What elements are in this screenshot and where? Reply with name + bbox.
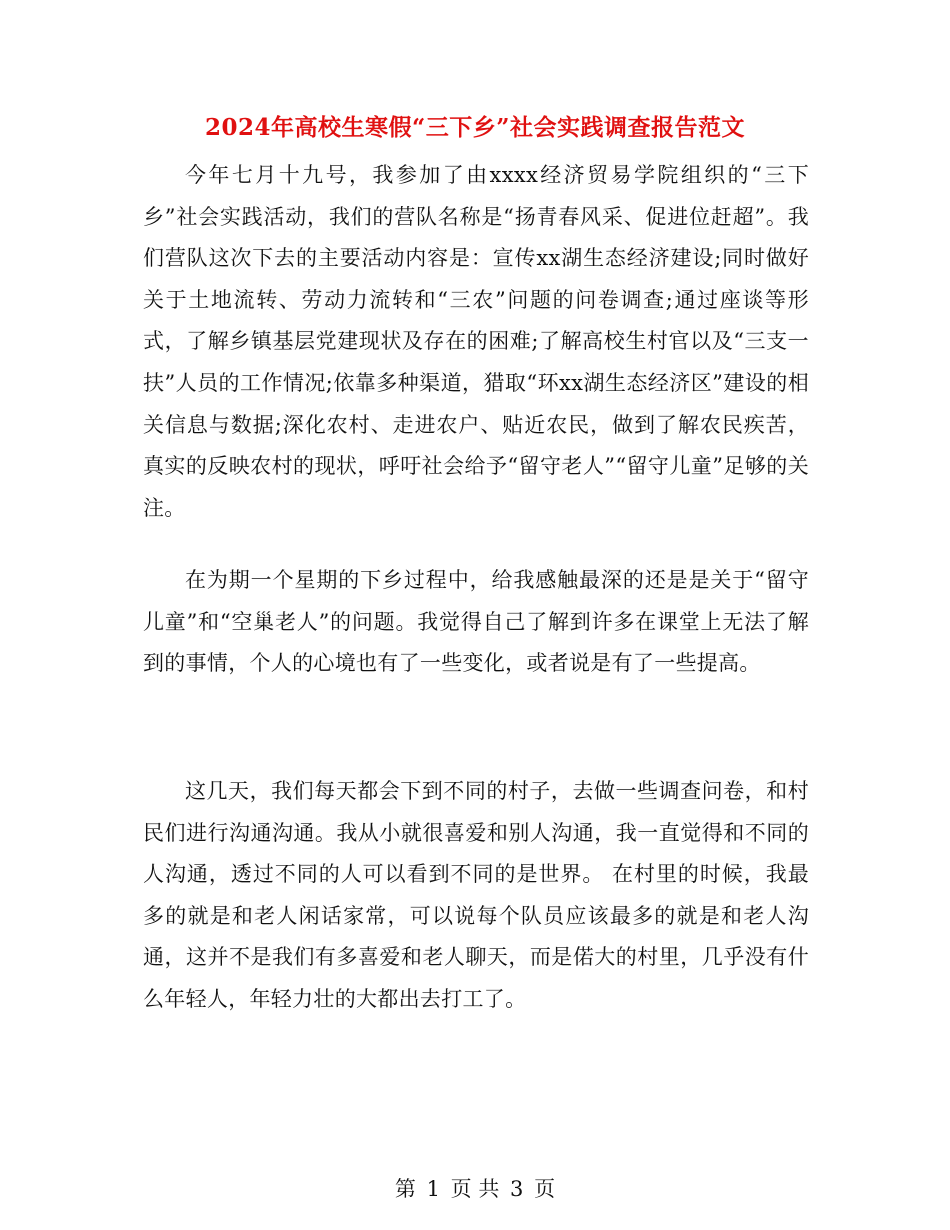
- footer-total-pages: 3: [510, 1177, 524, 1201]
- footer-mid: 页 共: [450, 1177, 500, 1201]
- footer-suffix: 页: [534, 1177, 556, 1201]
- paragraph-3: 这几天，我们每天都会下到不同的村子，去做一些调查问卷，和村民们进行沟通沟通。我从小就很喜爱和别人沟通，我一直觉得和不同的人沟通，透过不同的人可以看到不同的是世界。 在村里的时候，我最多的就是和老人闲话家常，可以说每个队员应该最多的就是和老人沟通，这并不是我们有多喜爱和老人聊天，而是偌大的村里，几乎没有什么年轻人，年轻力壮的大都出去打工了。: [143, 779, 809, 1011]
- footer-prefix: 第: [394, 1177, 416, 1201]
- document-title: 2024年高校生寒假“三下乡”社会实践调查报告范文: [205, 114, 745, 141]
- footer-current-page: 1: [426, 1177, 440, 1201]
- paragraph-1: 今年七月十九号，我参加了由xxxx经济贸易学院组织的“三下乡”社会实践活动，我们的营队名称是“扬青春风采、促进位赶超”。我们营队这次下去的主要活动内容是：宣传xx湖生态经济建设;同时做好关于土地流转、劳动力流转和“三农”问题的问卷调查;通过座谈等形式，了解乡镇基层党建现状及存在的困难;了解高校生村官以及“三支一扶”人员的工作情况;依靠多种渠道，猎取“环xx湖生态经济区”建设的相关信息与数据;深化农村、走进农户、贴近农民，做到了解农民疾苦，真实的反映农村的现状，呼吁社会给予“留守老人”“留守儿童”足够的关注。: [143, 163, 809, 520]
- page-footer: [0, 1174, 950, 1204]
- paragraph-2: 在为期一个星期的下乡过程中，给我感触最深的还是是关于“留守儿童”和“空巢老人”的问题。我觉得自己了解到许多在课堂上无法了解到的事情，个人的心境也有了一些变化，或者说是有了一些提高。: [143, 568, 809, 676]
